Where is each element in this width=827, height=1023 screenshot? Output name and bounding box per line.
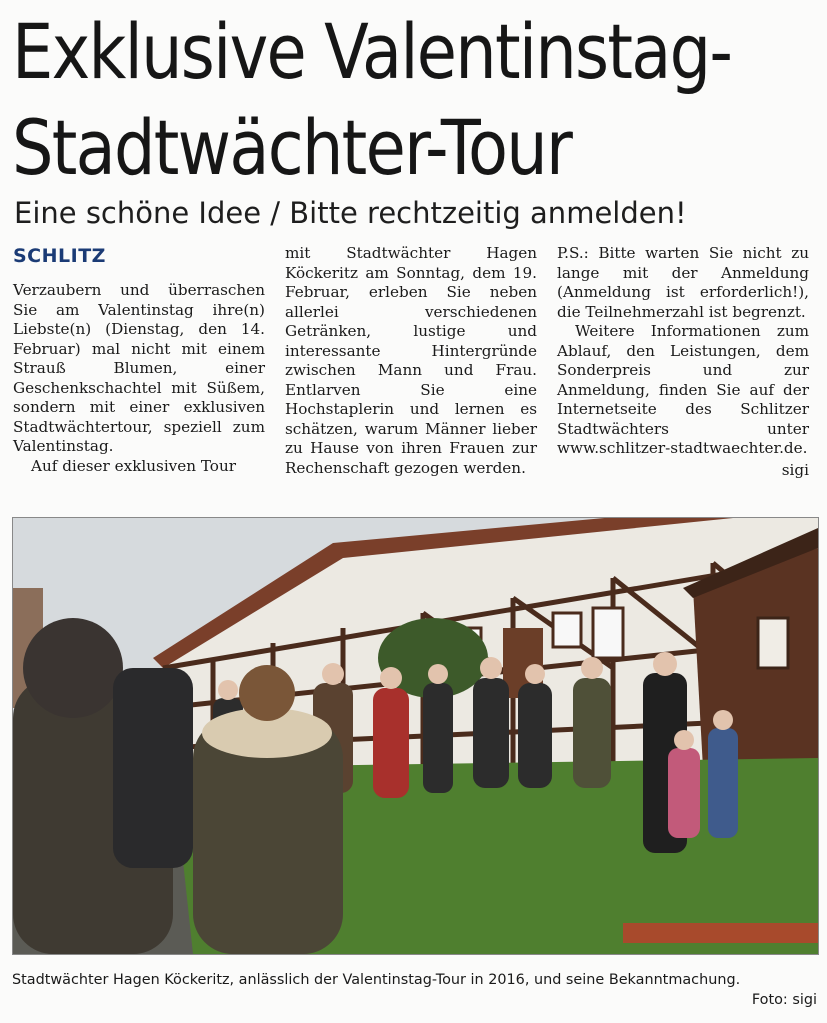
headline-line-1: Exklusive Valentinstag- (12, 7, 732, 96)
article-column-1 (13, 244, 265, 476)
caption-text: Stadtwächter Hagen Köckeritz, anlässlich der Valentinstag-Tour in 2016, und seine Bekanntmachung. (12, 972, 741, 988)
photo-illustration (13, 518, 818, 954)
paragraph-ps: P.S.: Bitte warten Sie nicht zu lange mit der Anmeldung (Anmeldung ist erforderlich!), die Teilnehmerzahl ist begrenzt. (557, 244, 809, 321)
photo-caption (12, 970, 817, 1008)
headline-line-2: Stadtwächter-Tour (12, 103, 572, 192)
article-column-3 (557, 244, 809, 480)
author-signature: sigi (781, 460, 809, 479)
paragraph-more-info: Weitere Informationen zum Ablauf, den Leistungen, dem Sonderpreis und zur Anmeldung, finden Sie auf der Internetseite des Schlitzer Stadtwächters unter www.schlitzer-stadtwaechter.de. (557, 322, 809, 457)
article-photo (12, 517, 819, 955)
paragraph-tour-details: mit Stadtwächter Hagen Köckeritz am Sonntag, dem 19. Februar, erleben Sie neben allerlei verschiedenen Getränken, lustige und interessante Hintergründe zwischen Mann und Frau. Entlarven Sie eine Hochstaplerin und lernen es schätzen, warum Männer lieber zu Hause von ihren Frauen zur Rechenschaft gezogen werden. (285, 244, 537, 477)
article-column-2 (285, 244, 537, 478)
paragraph-tour-start: Auf dieser exklusiven Tour (31, 456, 236, 475)
photo-credit: Foto: sigi (751, 992, 817, 1008)
paragraph-intro: Verzaubern und überraschen Sie am Valentinstag ihre(n) Liebste(n) (Dienstag, den 14. Februar) mal nicht mit einem Strauß Blumen, einer Geschenkschachtel mit Süßem, sondern mit einer exklusiven Stadtwächtertour, speziell zum Valentinstag. (13, 281, 265, 455)
dateline: SCHLITZ (13, 245, 106, 267)
headline (12, 4, 732, 196)
subheadline: Eine schöne Idee / Bitte rechtzeitig anmelden! (14, 196, 687, 230)
